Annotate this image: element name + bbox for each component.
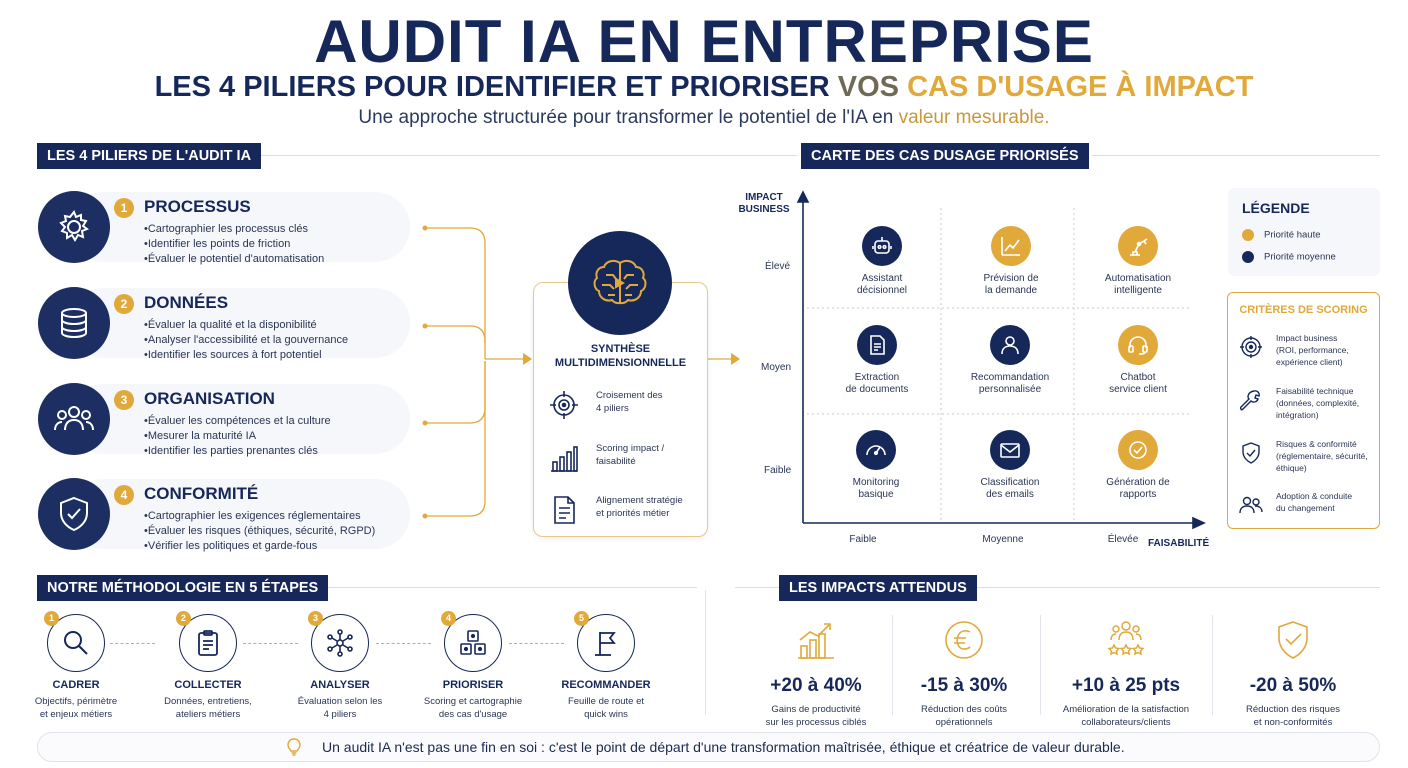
section-title-pillars: LES 4 PILIERS DE L'AUDIT IA xyxy=(37,143,261,169)
method-step-cadrer xyxy=(16,614,136,721)
database-icon xyxy=(54,303,94,343)
y-level-label: Moyen xyxy=(761,362,792,373)
step-number: 3 xyxy=(308,611,323,626)
use-case-label: Recommandation xyxy=(970,372,1050,383)
use-case-label: la demande xyxy=(984,285,1038,296)
wrench-icon xyxy=(1238,387,1264,413)
impact-value: -15 à 30% xyxy=(920,675,1008,696)
x-axis-title: FAISABILITÉ xyxy=(1148,538,1210,549)
clipboard-icon xyxy=(193,628,223,658)
use-case-label: Génération de xyxy=(1106,477,1170,488)
use-case-label: intelligente xyxy=(1114,285,1162,296)
subtitle-part-2: VOS xyxy=(837,71,900,103)
impact-value: -20 à 50% xyxy=(1249,675,1337,696)
x-level-label: Élevée xyxy=(1107,534,1139,545)
pillar-title: DONNÉES xyxy=(144,293,229,312)
pillar-bullet: • Identifier les points de friction xyxy=(144,237,324,252)
impact-item xyxy=(884,618,1044,729)
brain-icon xyxy=(590,255,650,311)
use-case-icon-circle xyxy=(990,325,1030,365)
shield-check-icon xyxy=(54,494,94,534)
pillar-bullets xyxy=(144,414,331,459)
use-case-label: service client xyxy=(1109,384,1167,395)
use-case xyxy=(950,325,1070,396)
synthesis-item-text: Scoring impact / xyxy=(596,443,665,454)
use-case-label: Automatisation xyxy=(1104,273,1172,284)
tagline-part-1: Une approche structurée pour transformer le potentiel de l'IA en xyxy=(358,107,894,128)
section-title-impacts: LES IMPACTS ATTENDUS xyxy=(779,575,977,601)
gear-icon xyxy=(54,207,94,247)
network-icon xyxy=(325,628,355,658)
target-icon xyxy=(548,389,580,421)
pillar-donnees xyxy=(38,284,410,362)
subtitle-part-1: LES 4 PILIERS POUR IDENTIFIER ET PRIORISER xyxy=(154,71,830,103)
use-case-label: Prévision de xyxy=(983,273,1039,284)
tagline xyxy=(0,106,1408,130)
impact-desc: Réduction des coûts xyxy=(920,704,1008,715)
pillar-title: CONFORMITÉ xyxy=(144,484,259,503)
headset-icon xyxy=(1126,333,1150,357)
use-case-icon-circle xyxy=(990,430,1030,470)
document-icon xyxy=(548,494,580,526)
bar-chart-icon xyxy=(548,442,580,474)
criteria-text: Faisabilité technique xyxy=(1276,386,1354,396)
criteria-item xyxy=(1238,438,1378,478)
step-title: ANALYSER xyxy=(310,679,370,691)
pillar-bullet: • Identifier les parties prenantes clés xyxy=(144,444,331,459)
criteria-text: Risques & conformité xyxy=(1276,439,1357,449)
step-icon-circle xyxy=(311,614,369,672)
criteria-text: éthique) xyxy=(1276,463,1307,473)
use-case-label: Extraction xyxy=(854,372,900,383)
impact-desc: collaborateurs/clients xyxy=(1081,717,1171,728)
step-desc: 4 piliers xyxy=(323,709,357,720)
use-case-label: Assistant xyxy=(861,273,903,284)
step-desc: Données, entretiens, xyxy=(164,696,252,707)
impact-item xyxy=(1213,618,1373,729)
use-case-icon-circle xyxy=(1118,226,1158,266)
pillar-bullet: • Évaluer la qualité et la disponibilité xyxy=(144,318,348,333)
pillar-bullet: • Cartographier les processus clés xyxy=(144,222,324,237)
pillar-bullet: • Évaluer les risques (éthiques, sécurité, RGPD) xyxy=(144,524,375,539)
pillar-organisation xyxy=(38,380,410,458)
criteria-text: (ROI, performance, xyxy=(1276,345,1349,355)
step-number: 2 xyxy=(176,611,191,626)
step-desc: Objectifs, périmètre xyxy=(34,696,118,707)
pillar-title: ORGANISATION xyxy=(144,389,275,408)
section-separator xyxy=(705,590,706,715)
method-step-analyser xyxy=(280,614,400,721)
criteria-item xyxy=(1238,490,1378,530)
pillar-number: 4 xyxy=(114,485,134,505)
people-icon xyxy=(52,399,96,439)
criteria-text: Adoption & conduite xyxy=(1276,491,1353,501)
euro-icon xyxy=(942,618,986,662)
impact-desc: Gains de productivité xyxy=(771,704,861,715)
flag-icon xyxy=(591,628,621,658)
document-icon xyxy=(865,333,889,357)
use-case-label: Classification xyxy=(980,477,1040,488)
impact-item xyxy=(736,618,896,729)
step-title: COLLECTER xyxy=(174,679,242,691)
use-case xyxy=(1078,430,1198,501)
x-level-label: Moyenne xyxy=(982,534,1024,545)
magnifier-icon xyxy=(61,628,91,658)
method-step-recommander xyxy=(546,614,666,721)
page-subtitle xyxy=(0,70,1408,104)
section-title-methodology: NOTRE MÉTHODOLOGIE EN 5 ÉTAPES xyxy=(37,575,328,601)
y-axis-title xyxy=(730,192,798,216)
use-case-icon-circle xyxy=(856,430,896,470)
synthesis-item-text: 4 piliers xyxy=(596,403,629,414)
step-number: 1 xyxy=(44,611,59,626)
page-title: AUDIT IA EN ENTREPRISE xyxy=(314,8,1094,75)
use-case xyxy=(1078,325,1198,396)
stars-people-icon xyxy=(1104,618,1148,662)
use-case-icon-circle xyxy=(1118,325,1158,365)
people-icon xyxy=(1238,492,1264,518)
pillar-bullets xyxy=(144,222,324,267)
method-step-collecter xyxy=(148,614,268,721)
use-case-icon-circle xyxy=(857,325,897,365)
step-desc: Évaluation selon les xyxy=(297,696,383,707)
criteria-text: intégration) xyxy=(1276,410,1319,420)
target-icon xyxy=(1238,334,1264,360)
synthesis-item xyxy=(548,490,708,530)
step-desc: Scoring et cartographie xyxy=(423,696,523,707)
pillar-icon-circle xyxy=(38,383,110,455)
criteria-text: du changement xyxy=(1276,503,1335,513)
use-case-label: basique xyxy=(858,489,894,500)
step-title: CADRER xyxy=(52,679,100,691)
use-case-label: des emails xyxy=(986,489,1034,500)
growth-chart-icon xyxy=(794,618,838,662)
use-case xyxy=(951,226,1071,297)
subtitle-part-3: CAS D'USAGE À IMPACT xyxy=(907,71,1254,103)
pillar-bullet: • Analyser l'accessibilité et la gouvernance xyxy=(144,333,348,348)
shield-check-icon xyxy=(1238,440,1264,466)
use-case-label: personnalisée xyxy=(978,384,1042,395)
pillar-bullet: • Évaluer le potentiel d'automatisation xyxy=(144,252,324,267)
synthesis-title xyxy=(533,342,708,370)
impact-value: +20 à 40% xyxy=(770,675,862,696)
impact-desc: sur les processus ciblés xyxy=(765,717,867,728)
use-case xyxy=(950,430,1070,501)
pillar-number: 3 xyxy=(114,390,134,410)
step-icon-circle xyxy=(47,614,105,672)
synthesis-item xyxy=(548,385,708,425)
legend-swatch xyxy=(1242,229,1254,241)
pillar-bullet: • Vérifier les politiques et garde-fous xyxy=(144,539,375,554)
pillar-number: 1 xyxy=(114,198,134,218)
step-desc: et enjeux métiers xyxy=(39,709,113,720)
use-case-label: Monitoring xyxy=(852,477,900,488)
pillar-icon-circle xyxy=(38,287,110,359)
lightbulb-icon xyxy=(285,737,303,757)
brain-circle xyxy=(568,231,672,335)
impact-desc: Amélioration de la satisfaction xyxy=(1062,704,1190,715)
criteria-title: CRITÈRES DE SCORING xyxy=(1239,304,1368,316)
use-case-icon-circle xyxy=(862,226,902,266)
criteria-item xyxy=(1238,385,1378,425)
blocks-icon xyxy=(458,628,488,658)
step-icon-circle xyxy=(444,614,502,672)
step-icon-circle xyxy=(577,614,635,672)
impact-item xyxy=(1046,618,1206,729)
divider xyxy=(1092,155,1380,156)
shield-check-icon xyxy=(1271,618,1315,662)
section-title-matrix: CARTE DES CAS DUSAGE PRIORISÉS xyxy=(801,143,1089,169)
use-case xyxy=(816,430,936,501)
synthesis-item xyxy=(548,438,708,478)
robot-arm-icon xyxy=(1126,234,1150,258)
use-case xyxy=(1078,226,1198,297)
use-case-label: décisionnel xyxy=(856,285,908,296)
use-case-icon-circle xyxy=(991,226,1031,266)
impact-desc: et non-conformités xyxy=(1253,717,1333,728)
y-axis-title-line: BUSINESS xyxy=(738,204,790,215)
step-desc: Feuille de route et xyxy=(567,696,645,707)
gauge-icon xyxy=(864,438,888,462)
step-title: PRIORISER xyxy=(442,679,504,691)
criteria-text: (données, complexité, xyxy=(1276,398,1360,408)
legend-label: Priorité haute xyxy=(1264,229,1321,241)
step-desc: ateliers métiers xyxy=(175,709,241,720)
y-level-label: Faible xyxy=(764,465,792,476)
use-case xyxy=(822,226,942,297)
y-level-label: Élevé xyxy=(765,261,791,272)
criteria-text: Impact business xyxy=(1276,333,1338,343)
criteria-item xyxy=(1238,332,1378,372)
use-case-label: rapports xyxy=(1119,489,1157,500)
pillar-bullets xyxy=(144,318,348,363)
synthesis-item-text: faisabilité xyxy=(596,456,636,467)
step-title: RECOMMANDER xyxy=(561,679,651,691)
pillar-bullet: • Cartographier les exigences réglementaires xyxy=(144,509,375,524)
pillar-bullet: • Identifier les sources à fort potentiel xyxy=(144,348,348,363)
pillar-bullets xyxy=(144,509,375,554)
pillar-processus xyxy=(38,188,410,266)
synthesis-item-text: et priorités métier xyxy=(596,508,670,519)
impact-desc: opérationnels xyxy=(935,717,993,728)
legend-item-medium xyxy=(1242,251,1336,263)
envelope-icon xyxy=(998,438,1022,462)
use-case xyxy=(817,325,937,396)
pillar-conformite xyxy=(38,475,410,553)
use-case-label: de documents xyxy=(845,384,909,395)
pillar-title: PROCESSUS xyxy=(144,197,251,216)
synthesis-title-line: MULTIDIMENSIONNELLE xyxy=(554,357,687,369)
step-desc: quick wins xyxy=(584,709,628,720)
legend-label: Priorité moyenne xyxy=(1264,251,1336,263)
criteria-text: expérience client) xyxy=(1276,357,1343,367)
step-number: 5 xyxy=(574,611,589,626)
y-axis-title-line: IMPACT xyxy=(745,192,783,203)
step-number: 4 xyxy=(441,611,456,626)
method-step-prioriser xyxy=(413,614,533,721)
legend-item-high xyxy=(1242,229,1321,241)
impact-desc: Réduction des risques xyxy=(1246,704,1340,715)
pillar-number: 2 xyxy=(114,294,134,314)
synthesis-title-line: SYNTHÈSE xyxy=(590,343,651,355)
tagline-part-2: valeur mesurable. xyxy=(898,107,1050,128)
criteria-text: (réglementaire, sécurité, xyxy=(1276,451,1368,461)
impact-value: +10 à 25 pts xyxy=(1071,675,1181,696)
step-desc: des cas d'usage xyxy=(438,709,508,720)
use-case-label: Chatbot xyxy=(1120,372,1156,383)
user-icon xyxy=(998,333,1022,357)
synthesis-item-text: Croisement des xyxy=(596,390,663,401)
pillar-bullet: • Évaluer les compétences et la culture xyxy=(144,414,331,429)
x-level-label: Faible xyxy=(849,534,877,545)
synthesis-item-text: Alignement stratégie xyxy=(596,495,683,506)
line-chart-icon xyxy=(999,234,1023,258)
pillar-bullet: • Mesurer la maturité IA xyxy=(144,429,331,444)
footer-text: Un audit IA n'est pas une fin en soi : c'est le point de départ d'une transformation maîtrisée, éthique et créatrice de valeur durable. xyxy=(322,739,1125,755)
check-circle-icon xyxy=(1126,438,1150,462)
legend-title: LÉGENDE xyxy=(1242,200,1310,216)
step-icon-circle xyxy=(179,614,237,672)
pillar-icon-circle xyxy=(38,191,110,263)
legend-swatch xyxy=(1242,251,1254,263)
pillar-icon-circle xyxy=(38,478,110,550)
use-case-icon-circle xyxy=(1118,430,1158,470)
robot-head-icon xyxy=(870,234,894,258)
